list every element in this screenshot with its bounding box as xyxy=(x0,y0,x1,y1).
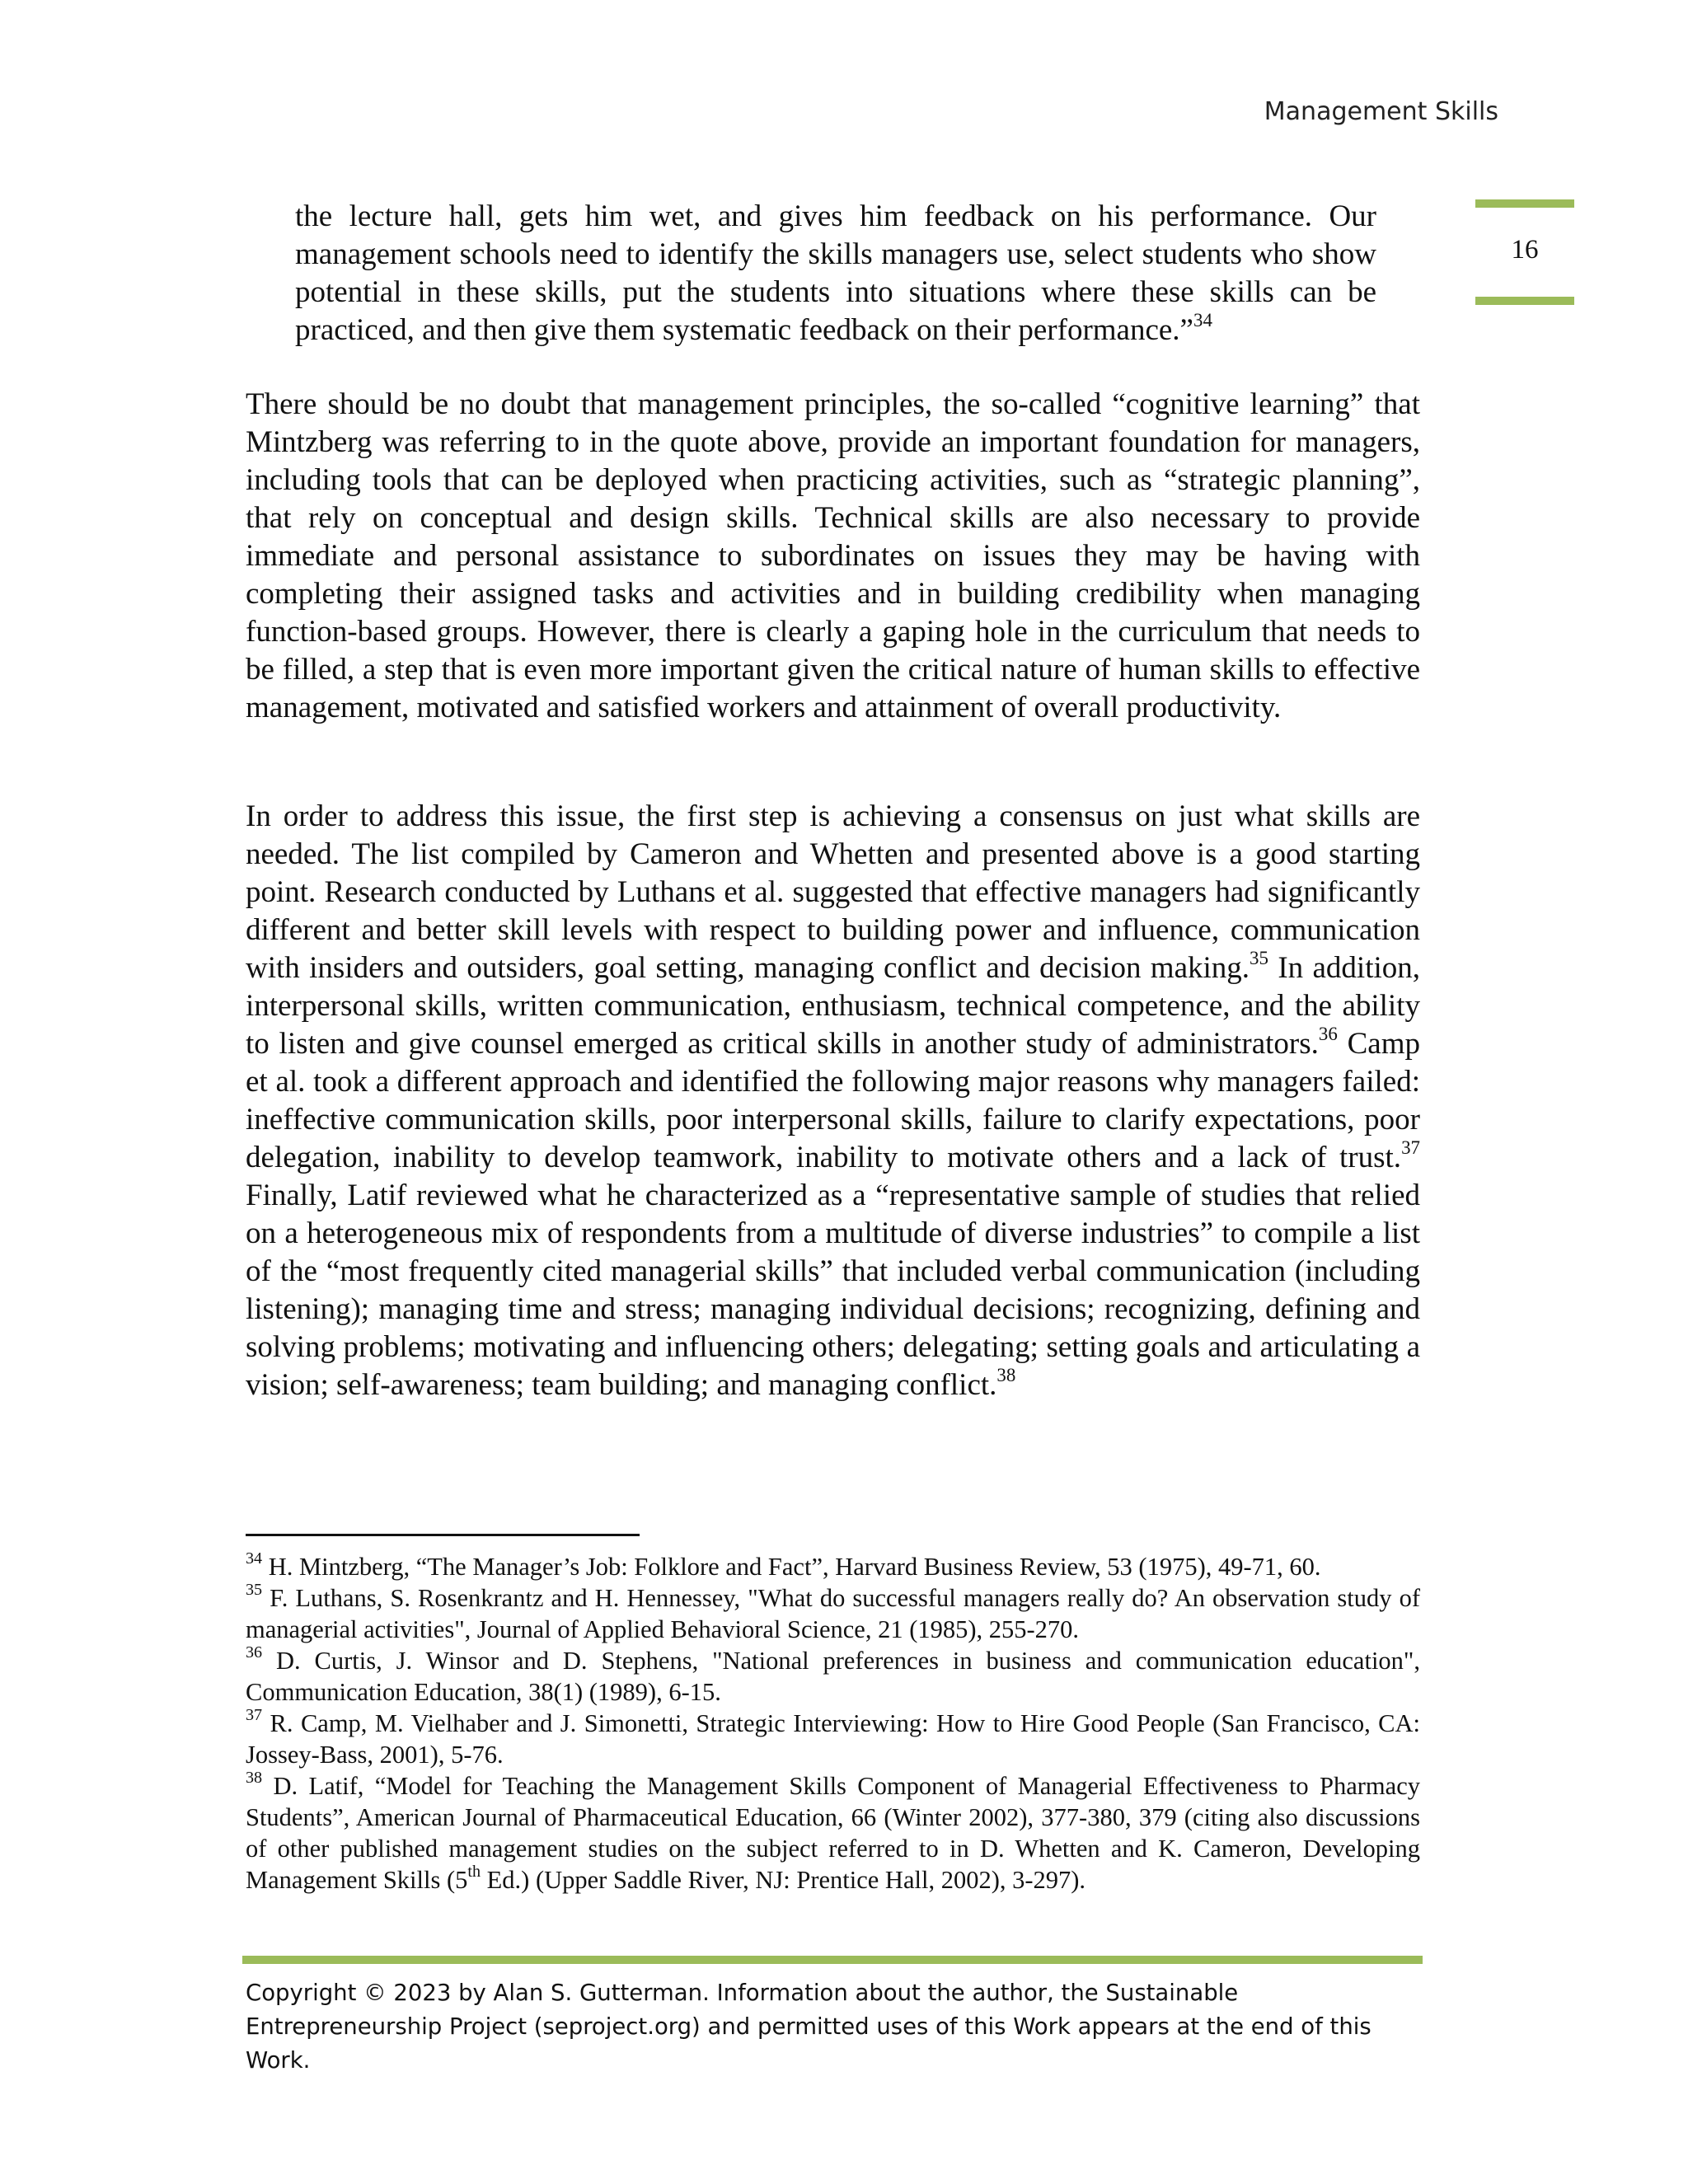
footnotes xyxy=(246,1551,1420,1896)
paragraph-2-sentence: In addition, interpersonal skills, written communication, enthusiasm, technical competence, and the ability to listen and give counsel emerged as critical skills in another study of administrators. xyxy=(246,951,1420,1061)
footnote-separator xyxy=(246,1534,640,1536)
block-quote-text: the lecture hall, gets him wet, and gives him feedback on his performance. Our management schools need to identify the skills managers use, select students who show potential in these skills, put the students into situations where these skills can be practiced, and then give them systematic feedback on their performance.” xyxy=(295,199,1376,347)
footnote-number: 35 xyxy=(246,1580,263,1599)
footnote-ref[interactable]: 34 xyxy=(1193,309,1212,330)
footnote-text: H. Mintzberg, “The Manager’s Job: Folklore and Fact”, Harvard Business Review, 53 (1975), 49-71, 60. xyxy=(262,1553,1321,1581)
footer-rule xyxy=(242,1956,1423,1964)
body-paragraph-1: There should be no doubt that management principles, the so-called “cognitive learning” that Mintzberg was referring to in the quote above, provide an important foundation for managers, including tools that can be deployed when practicing activities, such as “strategic planning”, that rely on conceptual and design skills. Technical skills are also necessary to provide immediate and personal assistance to subordinates on issues they may be having with completing their assigned tasks and activities and in building credibility when managing function-based groups. However, there is clearly a gaping hole in the curriculum that needs to be filled, a step that is even more important given the critical nature of human skills to effective management, motivated and satisfied workers and attainment of overall productivity. xyxy=(246,387,1420,724)
running-header: Management Skills xyxy=(1264,97,1498,126)
footnote-ref[interactable]: 38 xyxy=(996,1364,1016,1385)
page-number-block xyxy=(1475,199,1574,305)
footnote-ref[interactable]: 36 xyxy=(1318,1023,1338,1044)
footnote xyxy=(246,1582,1420,1645)
footnote-number: 34 xyxy=(246,1549,263,1568)
footnote xyxy=(246,1551,1420,1582)
paragraph-2-sentence: Finally, Latif reviewed what he characterized as a “representative sample of studies that relied on a heterogeneous mix of respondents from a multitude of diverse industries” to compile a list of the “most frequently cited managerial skills” that included verbal communication (including listening); managing time and stress; managing individual decisions; recognizing, defining and solving problems; motivating and influencing others; delegating; setting goals and articulating a vision; self-awareness; team building; and managing conflict. xyxy=(246,1179,1420,1402)
footnote-number: 36 xyxy=(246,1643,263,1661)
body-paragraph-2 xyxy=(246,798,1420,1404)
paragraph-2-sentence: In order to address this issue, the first step is achieving a consensus on just what skills are needed. The list compiled by Cameron and Whetten and presented above is a good starting point. Research conducted by Luthans et al. suggested that effective managers had significantly different and better skill levels with respect to building power and influence, communication with insiders and outsiders, goal setting, managing conflict and decision making. xyxy=(246,799,1420,985)
footnote xyxy=(246,1705,1420,1770)
footnote-number: 37 xyxy=(246,1705,263,1724)
page-number: 16 xyxy=(1511,235,1539,265)
footnote-text: R. Camp, M. Vielhaber and J. Simonetti, Strategic Interviewing: How to Hire Good People (San Francisco, CA: Jossey-Bass, 2001), 5-76. xyxy=(246,1709,1420,1769)
footnote xyxy=(246,1770,1420,1896)
footnote-text: F. Luthans, S. Rosenkrantz and H. Hennessey, "What do successful managers really do? An observation study of managerial activities", Journal of Applied Behavioral Science, 21 (1985), 255-270. xyxy=(246,1584,1420,1643)
block-quote xyxy=(295,198,1376,349)
edition-superscript: th xyxy=(467,1862,481,1881)
footnote xyxy=(246,1645,1420,1708)
footnote-ref[interactable]: 37 xyxy=(1401,1137,1420,1158)
footnote-ref[interactable]: 35 xyxy=(1250,947,1268,968)
paragraph-2-sentence: Camp et al. took a different approach and identified the following major reasons why managers failed: ineffective communication skills, poor interpersonal skills, failure to clarify expectations, poor delegation, inability to develop teamwork, inability to motivate others and a lack of trust. xyxy=(246,1027,1420,1174)
footnote-text: D. Latif, “Model for Teaching the Management Skills Component of Managerial Effectiveness to Pharmacy Students”, American Journal of Pharmaceutical Education, 66 (Winter 2002), 377-380, 379 (citing also discussions of other published management studies on the subject referred to in D. Whetten and K. Cameron, Developing Management Skills (5 xyxy=(246,1772,1420,1894)
footnote-text: D. Curtis, J. Winsor and D. Stephens, "National preferences in business and communication education", Communication Education, 38(1) (1989), 6-15. xyxy=(246,1647,1420,1706)
footnote-text: Ed.) (Upper Saddle River, NJ: Prentice Hall, 2002), 3-297). xyxy=(481,1866,1086,1894)
footnote-number: 38 xyxy=(246,1768,263,1787)
page-number-top-bar xyxy=(1475,199,1574,208)
page-number-bottom-bar xyxy=(1475,297,1574,305)
copyright-footer: Copyright © 2023 by Alan S. Gutterman. Information about the author, the Sustainable Entrepreneurship Project (seproject.org) and permitted uses of this Work appears at the end of this Work. xyxy=(246,1980,1372,2074)
